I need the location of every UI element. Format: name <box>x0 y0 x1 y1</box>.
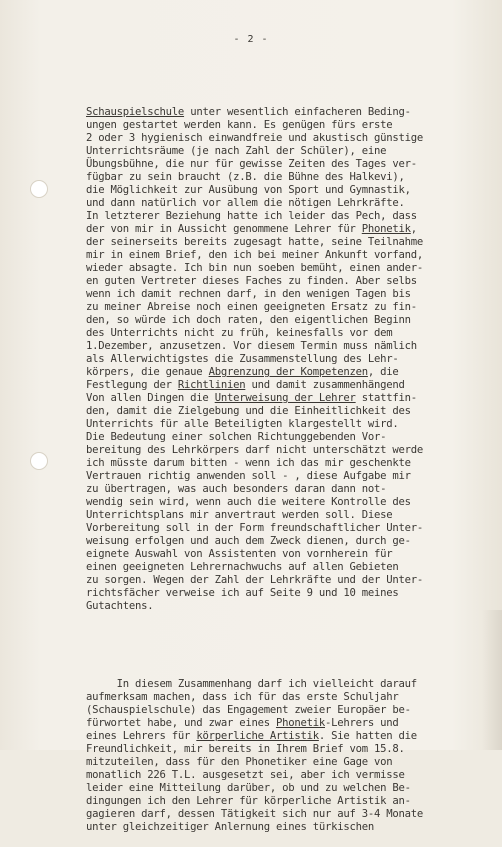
text-run: zu übertragen, was auch besonders daran dann not- <box>86 483 387 495</box>
text-run: als Allerwichtigstes die Zusammenstellung des Lehr- <box>86 353 399 365</box>
underlined-phrase: Unterweisung der Lehrer <box>214 392 356 404</box>
punch-hole-bottom <box>30 452 48 470</box>
text-line <box>86 457 500 470</box>
text-run: dingungen ich den Lehrer für körperliche Artistik an- <box>86 795 411 807</box>
text-run: stattfin- <box>355 392 417 404</box>
text-run: Vorbereitung soll in der Form freundschaftlicher Unter- <box>86 522 424 534</box>
text-run: unter wesentlich einfacheren Beding- <box>184 106 411 118</box>
text-run: der seinerseits bereits zugesagt hatte, seine Teilnahme <box>86 236 424 248</box>
underlined-phrase: Schauspielschule <box>86 106 185 118</box>
underlined-phrase: Richtlinien <box>177 379 246 391</box>
text-run: körpers, die genaue <box>86 366 209 378</box>
text-run: wendig sein wird, wenn auch die weitere Kontrolle des <box>86 496 411 508</box>
text-run: , die <box>367 366 399 378</box>
text-run: eignete Auswahl von Assistenten von vornherein für <box>86 548 393 560</box>
text-run: 1.Dezember, anzusetzen. Vor diesem Termin muss nämlich <box>86 340 417 352</box>
text-run: den, so würde ich doch raten, den eigentlichen Beginn <box>86 314 411 326</box>
underlined-phrase: Phonetik <box>361 223 411 235</box>
text-run: die Möglichkeit zur Ausübung von Sport und Gymnastik, <box>86 184 411 196</box>
text-line <box>86 691 500 704</box>
text-line <box>86 301 500 314</box>
letter-body <box>86 80 500 847</box>
text-line <box>86 405 500 418</box>
text-line <box>86 223 500 236</box>
text-line <box>86 340 500 353</box>
text-line <box>86 119 500 132</box>
text-line <box>86 496 500 509</box>
text-run: den, damit die Zielgebung und die Einheitlichkeit des <box>86 405 411 417</box>
text-line <box>86 704 500 717</box>
paragraph-2 <box>86 678 500 834</box>
text-line <box>86 535 500 548</box>
underlined-phrase: körperliche Artistik <box>196 730 319 742</box>
text-run: Gutachtens. <box>86 600 154 612</box>
text-line <box>86 366 500 379</box>
text-run: mitzuteilen, dass für den Phonetiker eine Gage von <box>86 756 393 768</box>
text-run: weisung erfolgen und auch dem Zweck dienen, durch ge- <box>86 535 411 547</box>
text-run: In letzterer Beziehung hatte ich leider das Pech, dass <box>86 210 417 222</box>
text-line <box>86 197 500 210</box>
text-line <box>86 509 500 522</box>
paragraph-1 <box>86 106 500 613</box>
text-run: Freundlichkeit, mir bereits in Ihrem Brief vom 15.8. <box>86 743 405 755</box>
text-line <box>86 782 500 795</box>
text-line <box>86 132 500 145</box>
text-run: wieder absagte. Ich bin nun soeben bemüht, einen ander- <box>86 262 424 274</box>
text-line <box>86 522 500 535</box>
text-line <box>86 574 500 587</box>
text-run: einen geeigneten Lehrernachwuchs auf allen Gebieten <box>86 561 399 573</box>
text-run: Von allen Dingen die <box>86 392 215 404</box>
text-run: ungen gestartet werden kann. Es genügen fürs erste <box>86 119 393 131</box>
text-line <box>86 717 500 730</box>
text-line <box>86 158 500 171</box>
text-run: -Lehrers und <box>325 717 399 729</box>
text-line <box>86 379 500 392</box>
text-line <box>86 730 500 743</box>
text-run: . Sie hatten die <box>318 730 417 742</box>
text-run: eines Lehrers für <box>86 730 197 742</box>
text-line <box>86 145 500 158</box>
text-line <box>86 249 500 262</box>
text-run: In diesem Zusammenhang darf ich vielleicht darauf <box>86 678 417 690</box>
text-run: unter gleichzeitiger Anlernung eines türkischen <box>86 821 375 833</box>
text-line <box>86 808 500 821</box>
text-line <box>86 561 500 574</box>
punch-hole-top <box>30 180 48 198</box>
text-run: fügbar zu sein braucht (z.B. die Bühne des Halkevi), <box>86 171 405 183</box>
text-run: leider eine Mitteilung darüber, ob und zu welchen Be- <box>86 782 411 794</box>
text-line <box>86 483 500 496</box>
text-line <box>86 184 500 197</box>
text-run: Unterrichtsplans mir anvertraut werden soll. Diese <box>86 509 393 521</box>
text-line <box>86 392 500 405</box>
text-line <box>86 262 500 275</box>
text-line <box>86 821 500 834</box>
text-line <box>86 418 500 431</box>
text-run: Festlegung der <box>86 379 178 391</box>
text-line <box>86 795 500 808</box>
text-run: en guten Vertreter dieses Faches zu finden. Aber selbs <box>86 275 417 287</box>
text-line <box>86 314 500 327</box>
text-line <box>86 587 500 600</box>
text-run: Übungsbühne, die nur für gewisse Zeiten des Tages ver- <box>86 158 417 170</box>
page-number: - 2 - <box>233 34 269 45</box>
underlined-phrase: Abgrenzung der Kompetenzen <box>208 366 368 378</box>
text-line <box>86 106 500 119</box>
text-line <box>86 678 500 691</box>
text-run: Unterrichtsräume (je nach Zahl der Schüler), eine <box>86 145 387 157</box>
text-line <box>86 353 500 366</box>
text-line <box>86 288 500 301</box>
text-run: zu meiner Abreise noch einen geeigneten Ersatz zu fin- <box>86 301 417 313</box>
text-run: Vertrauen richtig anwenden soll - , diese Aufgabe mir <box>86 470 411 482</box>
text-line <box>86 171 500 184</box>
text-run: der von mir in Aussicht genommene Lehrer für <box>86 223 362 235</box>
text-run: des Unterrichts nicht zu früh, keinesfalls vor dem <box>86 327 393 339</box>
text-run: ich müsste darum bitten - wenn ich das mir geschenkte <box>86 457 411 469</box>
text-run: mir in einem Brief, den ich bei meiner Ankunft vorfand, <box>86 249 424 261</box>
underlined-phrase: Phonetik <box>275 717 325 729</box>
text-line <box>86 769 500 782</box>
text-run: und dann natürlich vor allem die nötigen Lehrkräfte. <box>86 197 405 209</box>
text-run: bereitung des Lehrkörpers darf nicht unterschätzt werde <box>86 444 424 456</box>
text-line <box>86 327 500 340</box>
text-run: (Schauspielschule) das Engagement zweier Europäer be- <box>86 704 411 716</box>
text-run: wenn ich damit rechnen darf, in den wenigen Tagen bis <box>86 288 411 300</box>
text-line <box>86 210 500 223</box>
text-run: aufmerksam machen, dass ich für das erste Schuljahr <box>86 691 399 703</box>
text-run: monatlich 226 T.L. ausgesetzt sei, aber ich vermisse <box>86 769 405 781</box>
text-run: und damit zusammenhängend <box>245 379 405 391</box>
text-run: gagieren darf, dessen Tätigkeit sich nur auf 3-4 Monate <box>86 808 424 820</box>
text-line <box>86 548 500 561</box>
text-run: fürwortet habe, und zwar eines <box>86 717 276 729</box>
text-run: , <box>410 223 417 235</box>
text-run: Die Bedeutung einer solchen Richtunggebenden Vor- <box>86 431 387 443</box>
text-run: richtsfächer verweise ich auf Seite 9 und 10 meines <box>86 587 399 599</box>
text-run: 2 oder 3 hygienisch einwandfreie und akustisch günstige <box>86 132 424 144</box>
text-line <box>86 470 500 483</box>
text-line <box>86 756 500 769</box>
text-line <box>86 431 500 444</box>
text-run: zu sorgen. Wegen der Zahl der Lehrkräfte und der Unter- <box>86 574 424 586</box>
text-line <box>86 275 500 288</box>
text-run: Unterrichts für alle Beteiligten klargestellt wird. <box>86 418 399 430</box>
text-line <box>86 236 500 249</box>
text-line <box>86 600 500 613</box>
text-line <box>86 444 500 457</box>
